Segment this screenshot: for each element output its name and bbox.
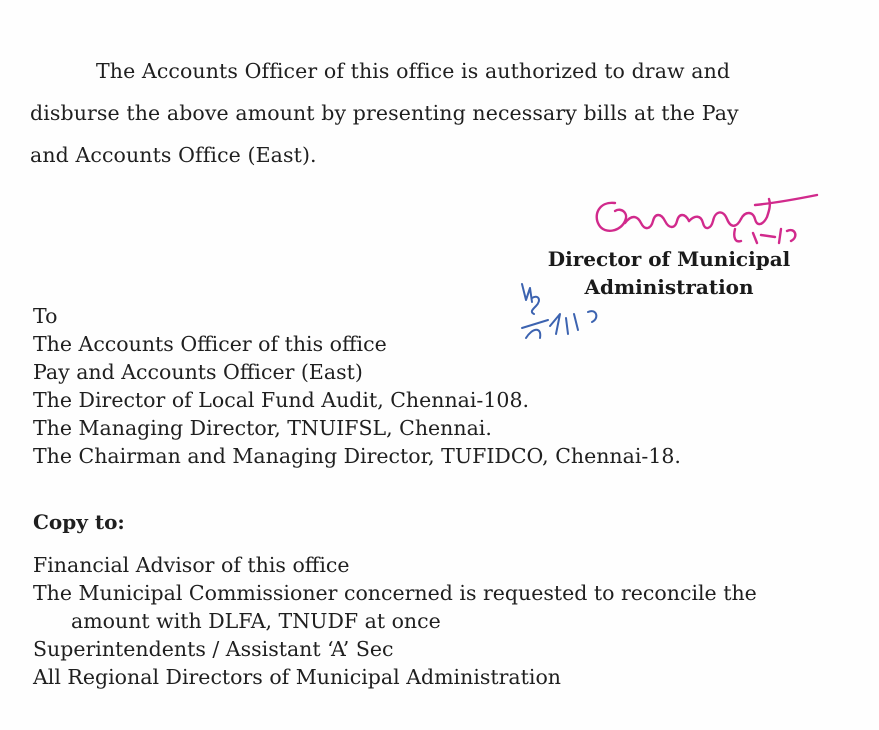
recipient-item: The Director of Local Fund Audit, Chennai-108.	[33, 388, 530, 412]
copy-to-block	[33, 551, 843, 691]
copy-item: The Municipal Commissioner concerned is requested to reconcile the	[33, 581, 757, 605]
paragraph-line-1: The Accounts Officer of this office is authorized to draw and	[96, 59, 731, 83]
copy-to-heading: Copy to:	[33, 510, 125, 534]
designation-line-2: Administration	[584, 275, 754, 299]
to-heading: To	[33, 304, 58, 328]
copy-item-continuation: amount with DLFA, TNUDF at once	[71, 609, 441, 633]
designation-line-1: Director of Municipal	[547, 247, 791, 271]
copy-item: Financial Advisor of this office	[33, 553, 350, 577]
recipients-block	[33, 302, 681, 470]
copy-item: All Regional Directors of Municipal Administration	[33, 665, 561, 689]
recipient-item: Pay and Accounts Officer (East)	[33, 360, 363, 384]
recipient-item: The Chairman and Managing Director, TUFIDCO, Chennai-18.	[33, 444, 681, 468]
copy-item: Superintendents / Assistant ‘A’ Sec	[33, 637, 394, 661]
paragraph-line-3: and Accounts Office (East).	[30, 143, 317, 167]
recipient-item: The Accounts Officer of this office	[33, 332, 387, 356]
recipient-item: The Managing Director, TNUIFSL, Chennai.	[33, 416, 492, 440]
paragraph-line-2: disburse the above amount by presenting necessary bills at the Pay	[30, 101, 739, 125]
authorization-paragraph	[30, 50, 842, 176]
